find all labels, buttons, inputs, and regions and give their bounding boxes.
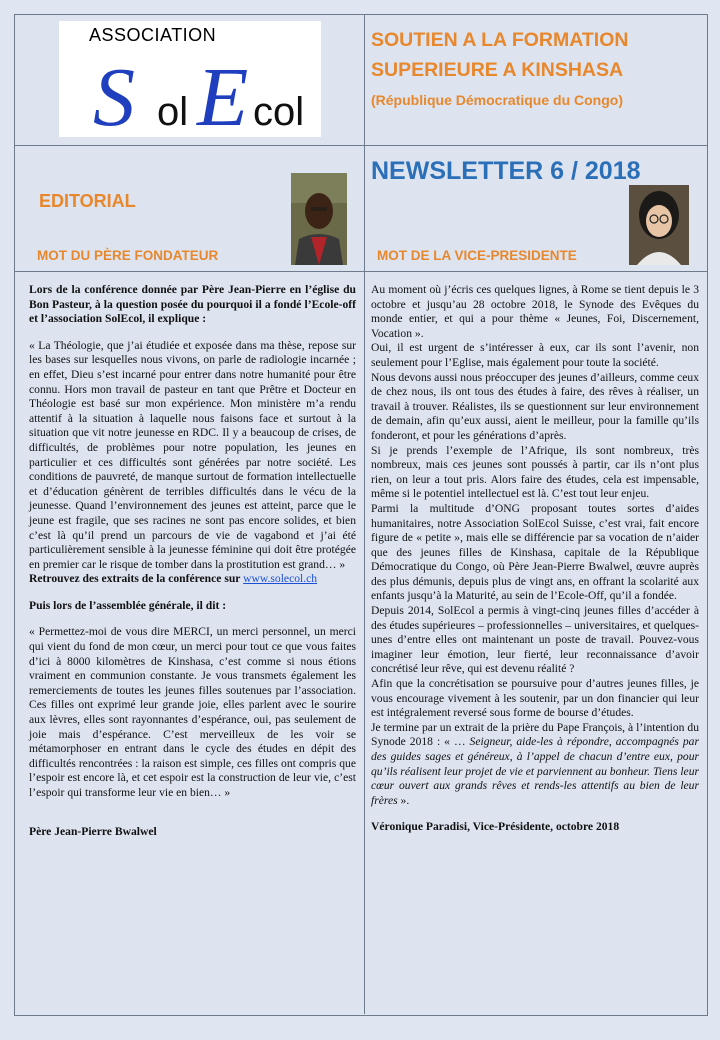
solecol-logo — [59, 21, 321, 137]
editorial-heading: EDITORIAL — [39, 191, 136, 211]
vice-president-column — [371, 283, 699, 835]
prayer-intro: Je termine par un extrait de la prière du Pape François, à l’intention du Synode 2018 : « … — [371, 720, 699, 749]
founder-signature: Père Jean-Pierre Bwalwel — [29, 824, 157, 838]
svg-text:col: col — [253, 90, 305, 134]
svg-text:E: E — [197, 51, 249, 137]
founder-heading: MOT DU PÈRE FONDATEUR — [37, 248, 219, 263]
header-title-line2: SUPERIEURE A KINSHASA — [371, 59, 624, 81]
prayer-quote: Seigneur, aide-les à répondre, accompagnés par des guides sages et généreux, à l’appel de chacun d’entre eux, pour qu’ils réalisent leur projet de vie et parviennent au bonheur. Tiens leur cœur ouvert aux grands rêves et rends-les attentifs au bien de leur frères — [371, 735, 700, 807]
paragraph-since-2014: Depuis 2014, SolEcol a permis à vingt-cinq jeunes filles d’accéder à des études supérieures – professionnelles – universitaires, et quelques-unes d’entre elles ont maintenant un poste de travail. Pouvez-vous imaginer leur émotion, leur fierté, leur reconnaissance d’avoir concrétisé leur rêve, qui est devenu réalité ? — [371, 604, 699, 676]
paragraph-urgent: Oui, il est urgent de s’intéresser à eux, car ils sont l’avenir, non seulement pour l’Eglise, mais également pour toute la société. — [371, 341, 699, 369]
paragraph-donation: Afin que la concrétisation se poursuive pour d’autres jeunes filles, je vous encourage vivement à les soutenir, par un don financier qui leur est intégralement reversé sous forme de bourse d’études. — [371, 677, 699, 720]
paragraph-synod: Au moment où j’écris ces quelques lignes, à Rome se tient depuis le 3 octobre et jusqu’au 28 octobre 2018, le Synode des Evêques du monde entier, et qui a pour thème « Jeunes, Foi, Discernement, Vocation ». — [371, 283, 699, 340]
paragraph-africa: Si je prends l’exemple de l’Afrique, ils sont nombreux, très nombreux, mais ces jeunes sont poussés à partir, car ils n’ont plus rien, on leur a tout pris. Alors faire des études, cela est impensable, même si le potentiel intellectuel est là. C’est tout leur enjeu. — [371, 443, 699, 501]
header-subtitle: (République Démocratique du Congo) — [371, 92, 623, 108]
founder-quote-conference: « La Théologie, que j’ai étudiée et exposée dans ma thèse, repose sur les bases sur lesquelles nous vivons, on parle de radiologie incarnée ; en effet, Dieu s’est incarné pour entrer dans notre humanité pour être connu. Hors mon travail de pasteur en tant que Prêtre et Docteur en Théologie est basé sur mon expérience. Mon ministère m’a rendu attentif à la situation à laquelle nous faisons face et surtout à la situation que vit notre jeunesse en RDC. Il y a beaucoup de crises, de difficultés, de problèmes pour notre population, les jeunes en particulier et ces difficultés sont générées par notre société. Les conditions de pauvreté, de manque surtout de formation intellectuelle et d’éducation génèrent de terribles difficultés dans le vécu de la jeunesse. Quand l’environnement des jeunes est atteint, parce que le jeune est fragile, que ses racines ne sont pas encore solides, et bien c’est là qu’il prend un parcours de vie de vagabond et j’ai été particulièrement sensible à la jeunesse féminine qui doit être protégée en premier car le risque de tomber dans la prostitution est grand… » — [29, 338, 356, 571]
solecol-link[interactable]: www.solecol.ch — [243, 572, 318, 586]
paragraph-prayer — [371, 721, 699, 809]
header-title — [371, 25, 701, 85]
prayer-end: ». — [400, 793, 410, 807]
logo-association-text: ASSOCIATION — [89, 25, 217, 45]
column-divider — [364, 15, 365, 1014]
vice-president-signature: Véronique Paradisi, Vice-Présidente, octobre 2018 — [371, 820, 620, 834]
founder-intro: Lors de la conférence donnée par Père Jean-Pierre en l’église du Bon Pasteur, à la question posée du pourquoi il a fondé l’Ecole-off et l’association SolEcol, il explique : — [29, 283, 356, 326]
founder-column — [29, 283, 356, 839]
svg-text:ol: ol — [157, 90, 189, 134]
vice-president-heading: MOT DE LA VICE-PRESIDENTE — [377, 248, 577, 263]
logo-wordmark — [59, 21, 321, 137]
vice-president-photo — [629, 185, 689, 265]
founder-quote-assembly: « Permettez-moi de vous dire MERCI, un merci personnel, un merci qui vient du fond de mon cœur, un merci pour tout ce que vous faites d’ici à 8000 kilomètres de Kinshasa, c’est comme si nous étions vraiment en communion constante. Je vous transmets également les remerciements de toutes les jeunes filles soutenues par l’association. Ces filles ont exprimé leur grande joie, elles parlent avec le sourire aux lèvres, elles sont rayonnantes d’espérance, oui, pas seulement de joie mais d’espérance. C’est merveilleux de les voir se métamorphoser en entrant dans le cycle des études en dépit des difficultés rencontrées : la raison est simple, ces filles ont compris que l’espoir est encore là, et cet espoir est la construction de leur vie, c’est l’espoir qui transforme leur vie en bien… » — [29, 625, 356, 799]
svg-text:S: S — [93, 51, 135, 137]
conference-link-line — [29, 572, 356, 587]
header-divider — [15, 145, 707, 146]
newsletter-title: NEWSLETTER 6 / 2018 — [371, 157, 641, 185]
paragraph-youth: Nous devons aussi nous préoccuper des jeunes d’ailleurs, comme ceux de chez nous, ils ont tous des études à faire, des rêves à réaliser, un travail à trouver. Réalistes, ils se questionnent sur leur environnement de demain, afin qu’eux aussi, aient le meilleur, pour la famille qu’ils fonderont, et pour les générations d’après. — [371, 370, 699, 442]
conference-link-label: Retrouvez des extraits de la conférence sur — [29, 572, 241, 586]
paragraph-ngo: Parmi la multitude d’ONG proposant toutes sortes d’aides humanitaires, notre Association SolEcol Suisse, c’est vrai, fait encore figure de « petite », mais elle se différencie par sa vocation de n’aider que des jeunes filles de Kinshasa, capitale de la République Démocratique du Congo, où Père Jean-Pierre Bwalwel, œuvre auprès des plus démunis, depuis plus de vingt ans, en offrant la scolarité aux enfants jusqu’à la Maturité, au sein de l’Ecole-Off, qu’il a fondée. — [371, 501, 699, 603]
assembly-intro: Puis lors de l’assemblée générale, il dit : — [29, 598, 227, 612]
founder-photo — [291, 173, 347, 265]
header-title-line1: SOUTIEN A LA FORMATION — [371, 29, 629, 51]
newsletter-page — [14, 14, 708, 1016]
section-divider — [15, 271, 707, 272]
